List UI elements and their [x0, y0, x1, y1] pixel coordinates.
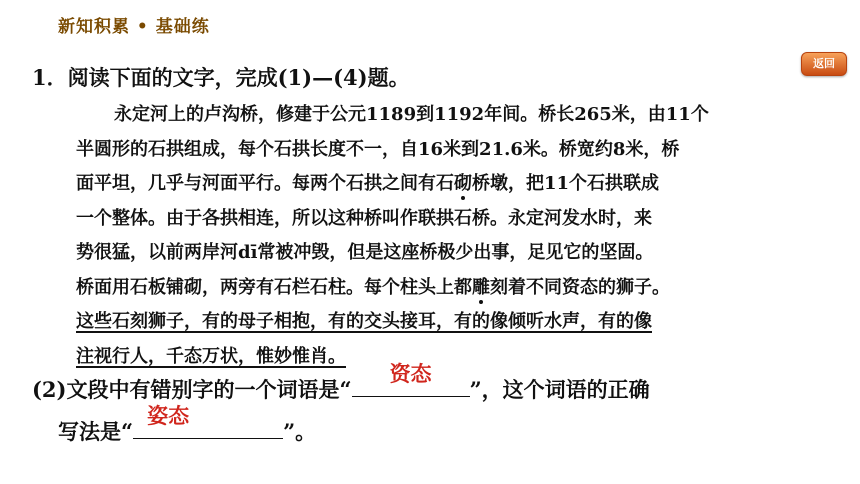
back-button[interactable]: 返回 [801, 52, 847, 76]
passage-line [76, 271, 776, 306]
question-title: 1．阅读下面的文字，完成(1)—(4)题。 [32, 65, 410, 90]
subquestion-text: (2)文段中有错别字的一个词语是“ [32, 377, 352, 402]
underlined-passage-line: 注视行人，千态万状，惟妙惟肖。 [76, 345, 346, 367]
passage-text: 面平坦，几乎与河面平行。每两个石拱之间有石 [76, 173, 454, 194]
subquestion-text: ”，这个词语的正确 [469, 377, 650, 402]
top-bar [0, 0, 860, 42]
answer-text: 资态 [389, 362, 432, 386]
underlined-passage-line: 这些石刻狮子，有的母子相抱，有的交头接耳，有的像倾听水声，有的像 [76, 311, 652, 332]
passage-line [76, 167, 776, 202]
passage-line: 一个整体。由于各拱相连，所以这种桥叫作联拱石桥。永定河发水时，来 [76, 207, 652, 229]
passage-text: 桥面用石板铺砌，两旁有石栏石柱。每个柱头上都 [76, 276, 472, 298]
answer-blank-2[interactable] [133, 404, 283, 439]
passage-line: 永定河上的卢沟桥，修建于公元1189到1192年间。桥长265米，由11个 [114, 104, 709, 125]
passage-text: 桥墩，把11个石拱联成 [472, 173, 660, 194]
reading-passage [76, 98, 776, 374]
subquestion-text: ”。 [283, 419, 317, 444]
answer-text: 姿态 [147, 404, 190, 428]
emphasis-dot-char: 砌 [454, 173, 472, 194]
passage-line: 势很猛，以前两岸河dī常被冲毁，但是这座桥极少出事，足见它的坚固。 [76, 242, 654, 263]
subquestion-2-line-2 [58, 404, 317, 446]
passage-text: 刻着不同资态的狮子。 [490, 276, 670, 298]
subquestion-text: 写法是“ [58, 419, 134, 444]
emphasis-dot-char: 雕 [472, 276, 490, 298]
passage-line: 半圆形的石拱组成，每个石拱长度不一，自16米到21.6米。桥宽约8米，桥 [76, 138, 680, 160]
answer-blank-1[interactable] [352, 362, 470, 397]
section-title: 新知积累 • 基础练 [58, 17, 210, 37]
